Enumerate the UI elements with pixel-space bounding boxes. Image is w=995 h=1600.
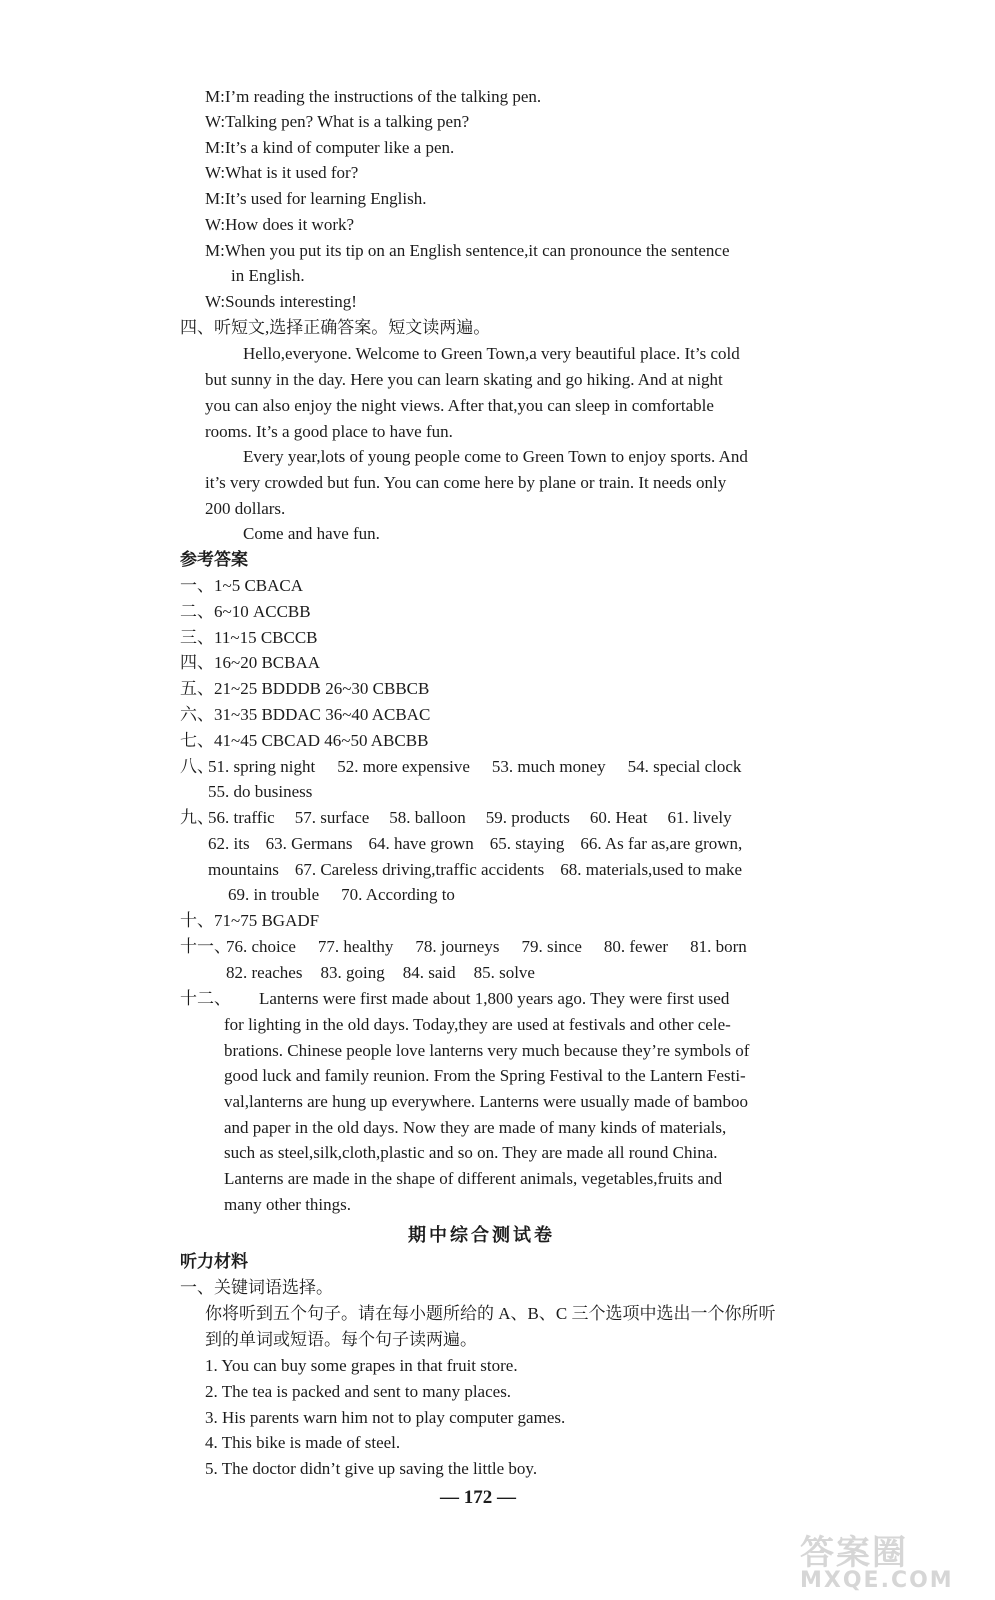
- answer-item: 64. have grown: [368, 834, 474, 853]
- instruction-line: 到的单词或短语。每个句子读两遍。: [205, 1330, 477, 1349]
- answer-item: 83. going: [320, 963, 385, 982]
- answer-item: 70. According to: [341, 885, 455, 904]
- answer-item: 85. solve: [473, 963, 535, 982]
- passage-line: it’s very crowded but fun. You can come here by plane or train. It needs only: [205, 473, 727, 492]
- answer-item: 63. Germans: [265, 834, 353, 853]
- essay-line: and paper in the old days. Now they are made of many kinds of materials,: [224, 1118, 727, 1137]
- answer-line: 一、1~5 CBACA: [180, 576, 304, 595]
- answer-item: 69. in trouble: [228, 885, 320, 904]
- passage-line: Hello,everyone. Welcome to Green Town,a very beautiful place. It’s cold: [243, 344, 740, 363]
- dialogue-line: M:I’m reading the instructions of the talking pen.: [205, 87, 542, 106]
- answer-item: 80. fewer: [603, 937, 669, 956]
- sentence-line: 4. This bike is made of steel.: [205, 1433, 401, 1452]
- answer-item: 52. more expensive: [337, 757, 470, 776]
- answer-item: 54. special clock: [627, 757, 742, 776]
- answers-heading: 参考答案: [180, 550, 248, 569]
- dialogue-line: in English.: [231, 266, 305, 285]
- answer-label: 八、: [180, 757, 214, 776]
- answer-row: [226, 962, 535, 984]
- answer-line: 三、11~15 CBCCB: [180, 628, 318, 647]
- answer-item: 81. born: [690, 937, 747, 956]
- answer-item: 58. balloon: [389, 808, 466, 827]
- answer-item: 56. traffic: [208, 808, 275, 827]
- passage-line: you can also enjoy the night views. After that,you can sleep in comfortable: [205, 396, 714, 415]
- sentence-line: 3. His parents warn him not to play computer games.: [205, 1408, 566, 1427]
- essay-line: for lighting in the old days. Today,they are used at festivals and other cele-: [224, 1015, 731, 1034]
- essay-line: Lanterns were first made about 1,800 years ago. They were first used: [259, 989, 730, 1008]
- essay-line: many other things.: [224, 1195, 352, 1214]
- answer-row: [208, 859, 742, 881]
- answer-item: 79. since: [521, 937, 582, 956]
- answer-item: 76. choice: [226, 937, 296, 956]
- essay-line: such as steel,silk,cloth,plastic and so on. They are made all round China.: [224, 1143, 718, 1162]
- answer-item: 84. said: [402, 963, 456, 982]
- answer-item: 65. staying: [489, 834, 565, 853]
- sentence-line: 1. You can buy some grapes in that fruit store.: [205, 1356, 518, 1375]
- answer-item: 57. surface: [294, 808, 370, 827]
- answer-item: 59. products: [485, 808, 570, 827]
- essay-line: good luck and family reunion. From the Spring Festival to the Lantern Festi-: [224, 1066, 746, 1085]
- instruction-line: 你将听到五个句子。请在每小题所给的 A、B、C 三个选项中选出一个你所听: [205, 1304, 776, 1323]
- dialogue-line: W:How does it work?: [205, 215, 355, 234]
- answer-row: [226, 936, 747, 958]
- passage-line: Come and have fun.: [243, 524, 380, 543]
- answer-item: 53. much money: [491, 757, 606, 776]
- passage-line: Every year,lots of young people come to Green Town to enjoy sports. And: [243, 447, 748, 466]
- answer-label: 十一、: [180, 937, 231, 956]
- answer-item: 77. healthy: [317, 937, 394, 956]
- section-heading: 四、听短文,选择正确答案。短文读两遍。: [180, 318, 491, 337]
- answer-label: 十二、: [180, 989, 231, 1008]
- answer-item: 68. materials,used to make: [560, 860, 743, 879]
- sentence-line: 2. The tea is packed and sent to many places.: [205, 1382, 512, 1401]
- section-title: 期中综合测试卷: [408, 1225, 555, 1245]
- answer-line: 五、21~25 BDDDB 26~30 CBBCB: [180, 679, 430, 698]
- answer-item: 67. Careless driving,traffic accidents: [294, 860, 545, 879]
- answer-line: 十、71~75 BGADF: [180, 911, 320, 930]
- dialogue-line: M:It’s a kind of computer like a pen.: [205, 138, 455, 157]
- answer-line: 六、31~35 BDDAC 36~40 ACBAC: [180, 705, 431, 724]
- dialogue-line: W:What is it used for?: [205, 163, 359, 182]
- answer-line: 四、16~20 BCBAA: [180, 653, 321, 672]
- answer-line: 二、6~10 ACCBB: [180, 602, 311, 621]
- essay-line: Lanterns are made in the shape of different animals, vegetables,fruits and: [224, 1169, 723, 1188]
- page-number: — 172 —: [440, 1487, 516, 1508]
- dialogue-line: W:Sounds interesting!: [205, 292, 357, 311]
- passage-line: but sunny in the day. Here you can learn skating and go hiking. And at night: [205, 370, 723, 389]
- answer-item: 61. lively: [667, 808, 732, 827]
- dialogue-line: M:It’s used for learning English.: [205, 189, 427, 208]
- answer-item: 55. do business: [208, 782, 313, 801]
- essay-line: brations. Chinese people love lanterns very much because they’re symbols of: [224, 1041, 750, 1060]
- answer-item: 78. journeys: [415, 937, 500, 956]
- passage-line: 200 dollars.: [205, 499, 286, 518]
- answer-label: 九、: [180, 808, 214, 827]
- answer-row: [208, 833, 742, 855]
- answer-item: 62. its: [208, 834, 250, 853]
- watermark-top: 答案圈: [800, 1533, 908, 1573]
- part-heading: 一、关键词语选择。: [180, 1278, 333, 1297]
- dialogue-line: M:When you put its tip on an English sentence,it can pronounce the sentence: [205, 241, 730, 260]
- answer-line: 七、41~45 CBCAD 46~50 ABCBB: [180, 731, 429, 750]
- answer-row: [228, 884, 455, 906]
- sentence-line: 5. The doctor didn’t give up saving the little boy.: [205, 1459, 538, 1478]
- answer-item: 82. reaches: [226, 963, 303, 982]
- passage-line: rooms. It’s a good place to have fun.: [205, 422, 453, 441]
- answer-item: 66. As far as,are grown,: [580, 834, 743, 853]
- answer-row: [208, 756, 741, 778]
- answer-item: 60. Heat: [589, 808, 648, 827]
- watermark-logo: [800, 1525, 980, 1593]
- answer-item: 51. spring night: [208, 757, 316, 776]
- answer-item: mountains: [208, 860, 279, 879]
- answer-row: [208, 807, 732, 829]
- listening-heading: 听力材料: [180, 1252, 248, 1271]
- dialogue-line: W:Talking pen? What is a talking pen?: [205, 112, 470, 131]
- essay-line: val,lanterns are hung up everywhere. Lanterns were usually made of bamboo: [224, 1092, 748, 1111]
- watermark-bottom: MXQE.COM: [800, 1568, 954, 1593]
